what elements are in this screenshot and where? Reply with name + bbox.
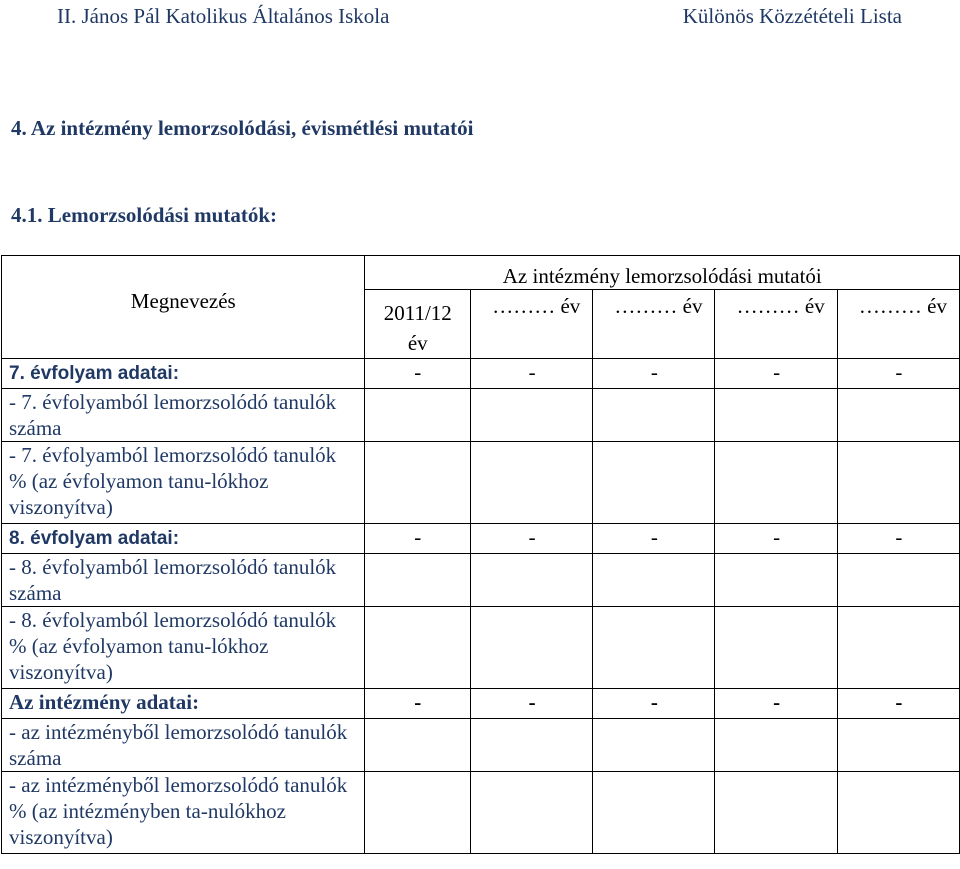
value-cell	[364, 554, 471, 607]
section-label: Az intézmény adatai:	[2, 689, 365, 719]
dash-cell: -	[593, 359, 715, 389]
span-header: Az intézmény lemorzsolódási mutatói	[364, 256, 960, 290]
section-label: 7. évfolyam adatai:	[2, 359, 365, 389]
table-row	[2, 524, 960, 554]
value-cell	[837, 719, 959, 772]
name-header: Megnevezés	[2, 256, 365, 359]
value-cell	[593, 554, 715, 607]
value-cell	[471, 607, 593, 689]
table-row	[2, 442, 960, 524]
table-row	[2, 554, 960, 607]
dash-cell: -	[715, 524, 837, 554]
dash-cell: -	[471, 359, 593, 389]
table-row	[2, 607, 960, 689]
value-cell	[837, 554, 959, 607]
table-row	[2, 359, 960, 389]
value-cell	[471, 554, 593, 607]
dash-cell: -	[837, 524, 959, 554]
value-cell	[364, 442, 471, 524]
value-cell	[471, 719, 593, 772]
dash-cell: -	[364, 359, 471, 389]
value-cell	[715, 554, 837, 607]
year-placeholder: ……… év	[837, 290, 959, 359]
year-value: 2011/12	[383, 301, 452, 325]
dash-cell: -	[593, 689, 715, 719]
year-suffix: év	[407, 331, 428, 355]
value-cell	[715, 389, 837, 442]
value-cell	[364, 389, 471, 442]
value-cell	[364, 772, 471, 854]
dash-cell: -	[471, 524, 593, 554]
table-row	[2, 389, 960, 442]
year-placeholder: ……… év	[715, 290, 837, 359]
dash-cell: -	[593, 524, 715, 554]
value-cell	[715, 442, 837, 524]
value-cell	[593, 719, 715, 772]
value-cell	[837, 442, 959, 524]
value-cell	[593, 389, 715, 442]
indicators-table	[1, 255, 960, 854]
dash-cell: -	[471, 689, 593, 719]
subsection-title: 4.1. Lemorzsolódási mutatók:	[11, 203, 277, 227]
year-placeholder: ……… év	[471, 290, 593, 359]
value-cell	[471, 389, 593, 442]
value-cell	[837, 772, 959, 854]
value-cell	[715, 607, 837, 689]
table-row	[2, 772, 960, 854]
value-cell	[837, 389, 959, 442]
row-label: - 7. évfolyamból lemorzsolódó tanulók száma	[2, 389, 365, 442]
value-cell	[364, 607, 471, 689]
dash-cell: -	[837, 689, 959, 719]
row-label: - 7. évfolyamból lemorzsolódó tanulók % (az évfolyamon tanu-lókhoz viszonyítva)	[2, 442, 365, 524]
dash-cell: -	[364, 524, 471, 554]
table-row	[2, 719, 960, 772]
dash-cell: -	[715, 359, 837, 389]
dash-cell: -	[837, 359, 959, 389]
row-label: - az intézményből lemorzsolódó tanulók száma	[2, 719, 365, 772]
value-cell	[715, 772, 837, 854]
dash-cell: -	[715, 689, 837, 719]
row-label: - 8. évfolyamból lemorzsolódó tanulók száma	[2, 554, 365, 607]
school-name: II. János Pál Katolikus Általános Iskola	[57, 4, 390, 28]
table-row	[2, 689, 960, 719]
value-cell	[593, 607, 715, 689]
value-cell	[593, 772, 715, 854]
value-cell	[593, 442, 715, 524]
document-title: Különös Közzétételi Lista	[682, 4, 902, 28]
row-label: - az intézményből lemorzsolódó tanulók % (az intézményben ta-nulókhoz viszonyítva)	[2, 772, 365, 854]
value-cell	[471, 442, 593, 524]
section-label: 8. évfolyam adatai:	[2, 524, 365, 554]
value-cell	[837, 607, 959, 689]
value-cell	[715, 719, 837, 772]
section-title: 4. Az intézmény lemorzsolódási, évismétlési mutatói	[11, 116, 474, 140]
value-cell	[471, 772, 593, 854]
value-cell	[364, 719, 471, 772]
year-header-2011	[364, 290, 471, 359]
row-label: - 8. évfolyamból lemorzsolódó tanulók % (az évfolyamon tanu-lókhoz viszonyítva)	[2, 607, 365, 689]
dash-cell: -	[364, 689, 471, 719]
year-placeholder: ……… év	[593, 290, 715, 359]
